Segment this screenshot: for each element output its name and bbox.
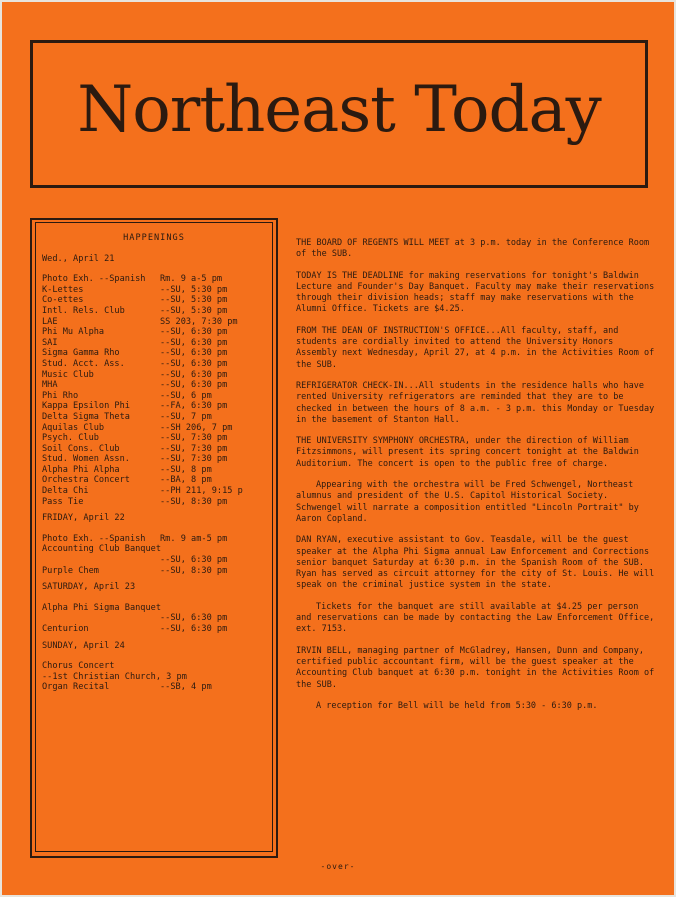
calendar-day-heading: Wed., April 21 [42, 253, 115, 264]
calendar-event [42, 624, 266, 635]
event-name: Music Club [42, 369, 94, 380]
event-name [42, 613, 160, 624]
calendar-day-heading: SATURDAY, April 23 [42, 582, 136, 593]
event-detail: --SU, 6 pm [160, 390, 212, 401]
calendar-event [42, 274, 266, 285]
event-detail: --SB, 4 pm [160, 682, 212, 693]
news-paragraph: IRVIN BELL, managing partner of McGladrey, Hansen, Dunn and Company, certified public accountant firm, will be the guest speaker at the Accounting Club banquet at 6:30 p.m. tonight in the Activities Room of the SUB. [296, 645, 655, 690]
event-detail: SS 203, 7:30 pm [160, 316, 238, 327]
news-column [296, 238, 658, 722]
calendar-event [42, 465, 266, 476]
news-paragraph: DAN RYAN, executive assistant to Gov. Teasdale, will be the guest speaker at the Alpha Phi Sigma annual Law Enforcement and Corrections senior banquet Saturday at 6:30 p.m. in the Spanish Room of the SUB. Ryan has served as circuit attorney for the city of St. Louis. He will speak on the criminal justice system in the state. [296, 535, 655, 591]
calendar-event [42, 475, 266, 486]
calendar-event [42, 423, 266, 434]
event-name: Delta Chi [42, 486, 89, 497]
event-name: Chorus Concert [42, 661, 115, 672]
event-detail: --SU, 5:30 pm [160, 305, 228, 316]
happenings-calendar [35, 222, 273, 852]
calendar-event [42, 359, 266, 370]
event-name: Kappa Epsilon Phi [42, 401, 130, 412]
news-paragraph: REFRIGERATOR CHECK-IN...All students in the residence halls who have rented University refrigerators are reminded that they are to be checked in between the hours of 8 a.m. - 3 p.m. this Monday or Tuesday in the basement of Stanton Hall. [296, 380, 655, 425]
event-detail [161, 603, 266, 614]
event-name: Purple Chem [42, 565, 99, 576]
news-paragraph: Appearing with the orchestra will be Fred Schwengel, Northeast alumnus and president of the U.S. Capitol Historical Society. Schwengel will narrate a composition entitled "Lincoln Portrait" by Aaron Copland. [296, 480, 639, 524]
event-name: --1st Christian Church, 3 pm [42, 671, 187, 682]
event-name: Co-ettes [42, 295, 84, 306]
event-name: Sigma Gamma Rho [42, 348, 120, 359]
event-detail: --SU, 6:30 pm [160, 369, 228, 380]
calendar-event [42, 412, 266, 423]
calendar-event [42, 306, 266, 317]
news-paragraph: A reception for Bell will be held from 5:30 - 6:30 p.m. [316, 700, 598, 711]
event-detail: --SU, 7:30 pm [160, 454, 228, 465]
event-name: Organ Recital [42, 682, 110, 693]
calendar-event [42, 327, 266, 338]
event-name: Stud. Women Assn. [42, 454, 130, 465]
event-detail: --SU, 6:30 pm [160, 380, 228, 391]
event-detail: --SU, 7 pm [160, 411, 212, 422]
calendar-event [42, 603, 266, 614]
event-detail: --SU, 8 pm [160, 464, 212, 475]
calendar-day-heading: FRIDAY, April 22 [42, 513, 125, 524]
calendar-title: HAPPENINGS [123, 233, 185, 243]
event-name: SAI [42, 337, 58, 348]
calendar-day-heading: SUNDAY, April 24 [42, 640, 125, 651]
event-detail: --SU, 5:30 pm [160, 284, 228, 295]
event-name [42, 555, 160, 566]
event-name: Aquilas Club [42, 422, 105, 433]
event-name: Stud. Acct. Ass. [42, 358, 125, 369]
event-detail: --SU, 6:30 pm [160, 358, 228, 369]
masthead-title: Northeast Today [77, 73, 601, 147]
event-detail: --SU, 6:30 pm [160, 348, 228, 359]
event-detail: --SU, 7:30 pm [160, 433, 228, 444]
calendar-event [42, 534, 266, 545]
event-name: Centurion [42, 624, 89, 634]
news-paragraph: FROM THE DEAN OF INSTRUCTION'S OFFICE...All faculty, staff, and students are cordially invited to attend the University Honors Assembly next Wednesday, April 27, at 4 p.m. in the Activities Room of the SUB. [296, 325, 655, 370]
event-detail: --SU, 6:30 pm [160, 337, 228, 348]
event-name: Psych. Club [42, 433, 99, 444]
event-name: Photo Exh. --Spanish [42, 274, 146, 285]
calendar-event [42, 661, 266, 672]
calendar-event [42, 613, 266, 624]
news-paragraph: THE UNIVERSITY SYMPHONY ORCHESTRA, under the direction of William Fitzsimmons, will present its spring concert tonight at the Baldwin Auditorium. The concert is open to the public free of charge. [296, 436, 639, 469]
calendar-event [42, 295, 266, 306]
event-detail: --SU, 8:30 pm [160, 496, 228, 507]
event-name: MHA [42, 380, 58, 391]
calendar-event [42, 544, 266, 555]
event-detail: --SU, 8:30 pm [160, 565, 228, 576]
event-name: Phi Mu Alpha [42, 327, 105, 338]
news-paragraph: TODAY IS THE DEADLINE for making reservations for tonight's Baldwin Lecture and Founder's Day Banquet. Faculty may make their reservations through their division heads; staff may make reservations with the Alumni Office. Tickets are $4.25. [296, 270, 655, 315]
event-name: K-Lettes [42, 284, 84, 295]
news-paragraph: THE BOARD OF REGENTS WILL MEET at 3 p.m. today in the Conference Room of the SUB. [296, 238, 650, 260]
event-name: Phi Rho [42, 390, 79, 401]
calendar-event [42, 682, 266, 693]
masthead-box [30, 40, 648, 188]
event-name: Alpha Phi Alpha [42, 464, 120, 475]
event-detail: --SU, 6:30 pm [160, 327, 228, 338]
calendar-event [42, 317, 266, 328]
calendar-event [42, 348, 266, 359]
event-detail: --SU, 5:30 pm [160, 295, 228, 306]
event-name: Orchestra Concert [42, 475, 130, 486]
calendar-event [42, 401, 266, 412]
event-detail: --SU, 6:30 pm [160, 624, 228, 634]
event-detail: Rm. 9 am-5 pm [160, 533, 228, 544]
event-detail: --PH 211, 9:15 p [160, 486, 243, 497]
calendar-event [42, 566, 266, 577]
event-name: Intl. Rels. Club [42, 305, 125, 316]
calendar-event [42, 370, 266, 381]
calendar-event [42, 454, 266, 465]
event-detail [161, 544, 266, 555]
calendar-event [42, 433, 266, 444]
event-detail: --SU, 6:30 pm [160, 613, 228, 624]
event-name: Soil Cons. Club [42, 443, 120, 454]
event-name: Pass Tie [42, 496, 84, 507]
event-detail: Rm. 9 a-5 pm [160, 274, 223, 285]
event-name: Delta Sigma Theta [42, 411, 130, 422]
calendar-event [42, 486, 266, 497]
event-name: Alpha Phi Sigma Banquet [42, 602, 161, 613]
event-detail: --BA, 8 pm [160, 475, 212, 486]
event-name: LAE [42, 316, 58, 327]
calendar-event [42, 338, 266, 349]
event-detail: --FA, 6:30 pm [160, 401, 228, 412]
calendar-event [42, 555, 266, 566]
event-detail [187, 672, 266, 683]
news-paragraph: Tickets for the banquet are still available at $4.25 per person and reservations can be made by contacting the Law Enforcement Office, ext. 7153. [296, 601, 655, 635]
event-name: Accounting Club Banquet [42, 544, 161, 555]
event-name: Photo Exh. --Spanish [42, 533, 146, 544]
calendar-event [42, 672, 266, 683]
calendar-event [42, 285, 266, 296]
event-detail: --SH 206, 7 pm [160, 422, 233, 433]
calendar-event [42, 391, 266, 402]
calendar-event [42, 380, 266, 391]
event-detail: --SU, 7:30 pm [160, 443, 228, 454]
event-detail: --SU, 6:30 pm [160, 555, 228, 566]
event-detail [160, 661, 266, 672]
page-footer: -over- [320, 862, 356, 871]
calendar-event [42, 497, 266, 508]
calendar-days [42, 254, 266, 693]
calendar-event [42, 444, 266, 455]
